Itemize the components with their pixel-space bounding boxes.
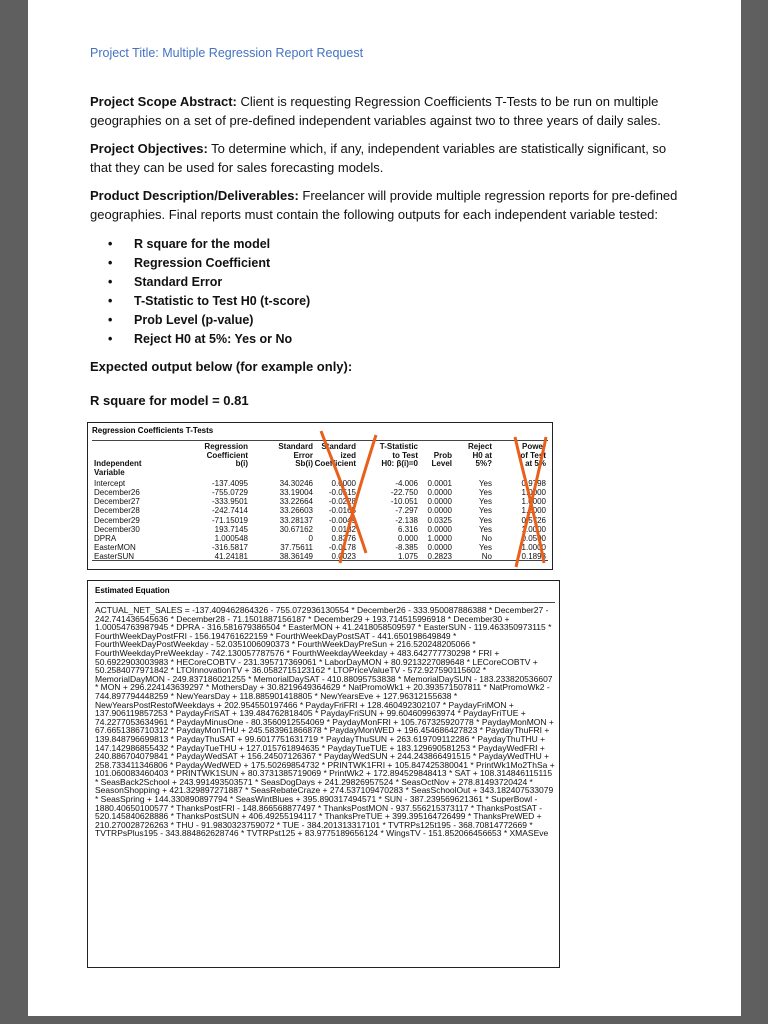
equation-rule	[95, 602, 555, 603]
table-header-cell: of Test	[520, 450, 546, 460]
table-cell: EasterSUN	[94, 552, 135, 562]
table-cell: 0.000	[397, 533, 418, 543]
equation-text: ACTUAL_NET_SALES = -137.409462864326 - 755.072936130554 * December26 - 333.950087886388 * December27 - 242.741436545636 * December28 - 71.1501887156187 * December29 + 193.714515996918 * December30 + 1.00054763987945 * DPRA - 316.581679386504 * EasterMON + 41.2418058509597 * EasterSUN - 119.463350973115 * FourthWeekDayPostFRI - 156.194761622159 * FourthWeekDayPostSAT - 441.650198649849 * FourthWeekDayPostWeekday - 52.0351006090373 * FourthWeekDayPreSun + 216.520248205066 * FourthWeekdayPreWeekday - 742.130057787576 * FourthWeekdayWeekday + 483.642777730298 * FRI + 50.6922903003983 * HECoreCOBTV - 231.395717369061 * LaborDayMON + 80.9213227089648 * LECoreCOBTV + 50.2584077971842 * LTOInnovationTV + 36.0582715123162 * LTOPriceValueTV - 572.927590115602 * MemorialDayMON - 249.837186021255 * MemorialDaySAT - 410.88095753838 * MemorialDaySUN - 183.233820536607 * MON + 296.224143639297 * MothersDay + 30.8219649364629 * NatPromoWk1 + 20.393571507811 * NatPromoWk2 - 744.897794448259 * NewYearsDay + 118.885901418805 * NewYearsEve + 127.96312155638 * NewYearsPostRestofWeekdays + 202.954550197466 * PaydayFriFRI + 128.460492302107 * PaydayFriMON + 137.906119857253 * PaydayFriSAT + 139.484762818405 * PaydayFriSUN + 99.604609963974 * PaydayFriTUE + 74.2277053634961 * PaydayMinusOne - 80.3560912554069 * PaydayMonFRI + 105.767325920778 * PaydayMonMON + 67.6651386710312 * PaydayMonTHU + 245.583961866878 * PaydayMonWED + 196.454686427823 * PaydayThuFRI + 139.848796699813 * PaydayThuSAT + 99.6017751631719 * PaydayThuSUN + 263.619709112286 * PaydayThuTHU + 147.142986855432 * PaydayTueTHU + 127.015761894635 * PaydayTueTUE + 183.129690581253 * PaydayWedFRI + 240.886704079841 * PaydayWedSAT + 156.24507126367 * PaydayWedSUN + 244.243866491515 * PaydayWedTHU + 258.733411346806 * PaydayWedWED + 175.50269854732 * PRINTWK1FRI + 105.847425380041 * PrintWk1Mo2ThSa + 101.060083460403 * PRINTWK1SUN + 80.3731385719069 * PrintWk2 + 172.894529848413 * SAT + 108.314846115115 * SeasBack2School + 243.991493503571 * SeasDogDays + 241.29826957524 * SeasOctNov + 278.81493720424 * SeasonShopping + 421.329897271887 * SeasRebateCraze + 274.537109470283 * SeasSchoolOut + 343.182407533079 * SeasSpring + 144.330890897794 * SeasWintBlues + 395.890317494571 * SUN - 387.239569621361 * SuperBowl - 1880.40650100577 * ThanksPostFRI - 148.866568877497 * ThanksPostMON - 937.556215373117 * ThanksPostSAT - 520.145840628886 * ThanksPostSUN + 406.49255194117 * ThanksPreTUE + 399.395164726499 * ThanksPreWED + 210.270028726263 * THU - 91.9830323759072 * TUE - 384.201313317101 * TVTRPs125t195 - 368.70814772669 * TVTRPsPlus195 - 343.884862628746 * TVTRPst125 + 83.9775189656124 * WingsTV - 151.852066456653 * XMASEve	[95, 605, 555, 839]
table-cell: -0.0049	[328, 515, 356, 525]
estimated-equation-box	[87, 580, 560, 968]
document-page	[28, 0, 741, 1016]
list-item: • Prob Level (p-value)	[108, 313, 310, 332]
table-cell: -0.0515	[328, 488, 356, 498]
deliverables-text: Freelancer will provide multiple regression reports for pre-defined geographies. Final reports must contain the following outputs for each independent variable tested:	[90, 188, 678, 222]
table-cell: Yes	[478, 515, 492, 525]
table-cell: 0.0001	[427, 479, 452, 488]
project-title: Project Title: Multiple Regression Report Request	[90, 46, 364, 60]
table-cell: 0.0325	[427, 515, 452, 525]
table-cell: Yes	[478, 488, 492, 498]
table-cell: -0.0165	[328, 506, 356, 516]
table-cell: December30	[94, 524, 140, 534]
table-cell: 1.075	[397, 552, 418, 562]
table-cell: 0.2823	[427, 552, 452, 562]
table-cell: 0.1893	[521, 552, 546, 562]
table-cell: 33.19004	[279, 488, 313, 498]
table-cell: 0.9798	[521, 479, 546, 488]
objectives-paragraph	[90, 139, 690, 177]
table-header-cell: 5%?	[475, 459, 492, 469]
regression-table	[87, 422, 553, 570]
table-cell: Yes	[478, 524, 492, 534]
table-header-cell: Sb(i)	[295, 459, 313, 469]
table-cell: Yes	[478, 543, 492, 553]
table-header-cell: Regression	[204, 442, 248, 451]
table-cell: 33.28137	[279, 515, 313, 525]
table-cell: -0.0228	[328, 497, 356, 507]
objectives-label: Project Objectives:	[90, 141, 208, 156]
r-square-heading: R square for model = 0.81	[90, 393, 249, 408]
table-cell: 1.0000	[521, 488, 546, 498]
deliverables-paragraph	[90, 186, 690, 224]
table-cell: 37.75611	[280, 543, 313, 553]
scope-label: Project Scope Abstract:	[90, 94, 237, 109]
table-cell: 41.24181	[214, 552, 248, 562]
table-cell: No	[481, 552, 492, 562]
table-cell: -316.5817	[211, 543, 248, 553]
table-cell: 1.0000	[521, 524, 546, 534]
table-cell: 193.7145	[214, 524, 248, 534]
table-header-cell: H0 at	[472, 450, 492, 460]
table-cell: 0.8376	[331, 533, 356, 543]
table-cell: 6.316	[397, 524, 418, 534]
table-cell: 0.0023	[331, 552, 356, 562]
table-cell: Yes	[478, 497, 492, 507]
handwritten-cross-marks	[88, 423, 552, 569]
cross-mark-stroke	[340, 435, 376, 563]
table-cell: 0.0000	[427, 506, 452, 516]
scope-text: Client is requesting Regression Coefficients T-Tests to be run on multiple geographies on a set of pre-defined independent variables against two to three years of daily sales.	[90, 94, 661, 128]
table-cell: -4.006	[395, 479, 418, 488]
table-cell: -2.138	[395, 515, 418, 525]
table-cell: DPRA	[94, 533, 117, 543]
table-header-cell: T-Statistic	[379, 442, 418, 451]
table-header-cell: Reject	[467, 442, 492, 451]
table-cell: 0	[308, 533, 313, 543]
table-header-cell: at 5%	[525, 459, 546, 469]
table-cell: -22.750	[390, 488, 418, 498]
table-header-cell: Standard	[278, 442, 313, 451]
table-cell: 1.0000	[427, 533, 452, 543]
table-cell: -71.15019	[211, 515, 248, 525]
table-cell: December28	[94, 506, 140, 516]
table-header-cell: Power	[521, 442, 546, 451]
equation-title: Estimated Equation	[95, 586, 170, 595]
table-cell: 0.0000	[427, 488, 452, 498]
table-cell: 1.0000	[521, 497, 546, 507]
table-cell: December27	[94, 497, 140, 507]
table-header-cell: Independent	[94, 459, 142, 469]
table-header-cell: Variable	[94, 467, 125, 477]
table-cell: 30.67162	[279, 524, 313, 534]
table-cell: -333.9501	[211, 497, 248, 507]
table-cell: December26	[94, 488, 140, 498]
table-cell: 33.26603	[279, 506, 313, 516]
table-cell: 33.22664	[279, 497, 313, 507]
table-header-cell: Error	[293, 450, 313, 460]
deliverables-label: Product Description/Deliverables:	[90, 188, 299, 203]
table-cell: 0.0132	[331, 524, 356, 534]
table-cell: -8.385	[395, 543, 418, 553]
table-cell: 1.000548	[214, 533, 248, 543]
cross-mark-stroke	[515, 437, 544, 563]
table-cell: -242.7414	[211, 506, 248, 516]
deliverables-list	[108, 237, 310, 351]
table-cell: 38.36149	[279, 552, 313, 562]
table-header-cell: ized	[340, 450, 356, 460]
table-cell: -10.051	[390, 497, 418, 507]
table-cell: December29	[94, 515, 140, 525]
expected-output-heading: Expected output below (for example only):	[90, 359, 353, 374]
table-cell: 0.5726	[521, 515, 546, 525]
table-cell: 1.0000	[521, 543, 546, 553]
list-item: • R square for the model	[108, 237, 310, 256]
table-header-cell: Level	[431, 459, 452, 469]
table-cell: 0.0000	[427, 497, 452, 507]
list-item: • Regression Coefficient	[108, 256, 310, 275]
table-cell: -755.0729	[211, 488, 248, 498]
list-item: • Standard Error	[108, 275, 310, 294]
list-item: • Reject H0 at 5%: Yes or No	[108, 332, 310, 351]
table-header-cell: b(i)	[235, 459, 248, 469]
table-cell: Intercept	[94, 479, 126, 488]
table-title: Regression Coefficients T-Tests	[92, 426, 214, 435]
table-cell: Yes	[478, 506, 492, 516]
table-cell: 0.0500	[521, 533, 546, 543]
list-item: • T-Statistic to Test H0 (t-score)	[108, 294, 310, 313]
table-cell: -0.0178	[328, 543, 356, 553]
table-cell: Yes	[478, 479, 492, 488]
table-cell: 34.30246	[279, 479, 313, 488]
table-header-cell: Coefficient	[314, 459, 356, 469]
table-cell: -7.297	[395, 506, 418, 516]
table-cell: EasterMON	[94, 543, 136, 553]
table-cell: No	[481, 533, 492, 543]
objectives-text: To determine which, if any, independent variables are statistically significant, so that they can be used for sales forecasting models.	[90, 141, 667, 175]
table-cell: -137.4095	[211, 479, 248, 488]
table-cell: 0.0000	[427, 543, 452, 553]
table-header-cell: to Test	[392, 450, 418, 460]
table-cell: 0.0000	[427, 524, 452, 534]
table-cell: 0.0000	[331, 479, 356, 488]
table-header-cell: Coefficient	[206, 450, 248, 460]
table-header-cell: Standard	[321, 442, 356, 451]
scope-paragraph	[90, 92, 690, 130]
table-header-cell: Prob	[433, 450, 452, 460]
table-cell: 1.0000	[521, 506, 546, 516]
table-header-cell: H0: β(i)=0	[381, 459, 418, 469]
